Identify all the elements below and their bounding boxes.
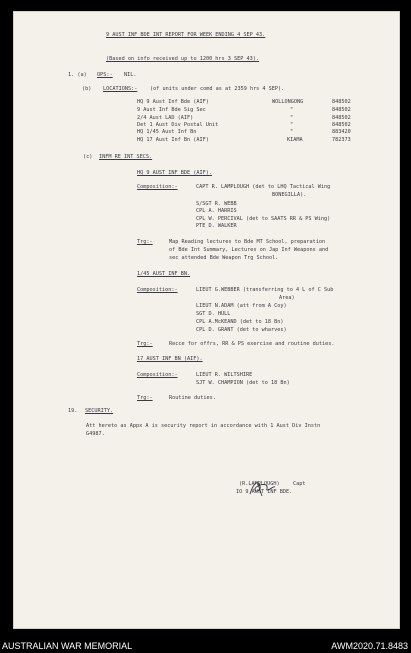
training-line: sec attended Bde Weapon Trg School. [169,255,279,261]
hq-bde-composition-label: Composition:- [137,184,178,190]
personnel-line: CPL D. GRANT (det to wharves) [196,327,287,333]
personnel-line: CAPT R. LAMPLOUGH (det to LHQ Tactical Wing [196,184,331,190]
section-1a-text: NIL. [124,72,137,78]
section-1a-label: OPS:- [97,72,113,78]
personnel-line: CPL W. PERCIVAL (det to SAATS RR & PS Wing) [196,216,331,222]
bn-17-heading: 17 AUST INF BN (AIF). [137,356,203,362]
location-unit: HQ 17 Aust Inf Bn (AIF) [137,137,209,143]
archive-reference: AWM2020.71.8483 [331,641,408,651]
section-1a-number: 1. (a) [68,72,87,78]
personnel-line: S/SGT R. WEBB [196,201,237,207]
bn-145-heading: 1/45 AUST INF BN. [137,271,191,277]
location-unit: HQ 9 Aust Inf Bde (AIF) [137,99,209,105]
security-text-line: G4987. [86,431,105,437]
personnel-line: CPL A.McKEAND (det to 18 Bn) [196,319,284,325]
location-grid: 848502 [332,99,351,105]
location-unit: 2/4 Aust LAD (AIF) [137,115,194,121]
location-unit: 9 Aust Inf Bde Sig Sec [137,107,206,113]
location-grid: 848502 [332,107,351,113]
bn-17-training-label: Trg:- [137,395,153,401]
personnel-line: SGT D. HULL [196,311,231,317]
section-1b-text: (of units under comd as at 2359 hrs 4 SEP). [150,86,285,92]
training-line: Recce for offrs, RR & PS exercise and routine duties. [169,341,335,347]
personnel-line: CPL A. HARRIS [196,208,237,214]
section-19-number: 19. [68,408,78,414]
bn-145-composition-label: Composition:- [137,287,178,293]
training-line: of Bde Int Summary, Lectures on Jap Inf Weapons and [169,247,329,253]
section-1b-number: (b) [82,86,92,92]
hq-bde-training-label: Trg:- [137,239,153,245]
personnel-line: LIEUT N.ADAM (att from A Coy) [196,303,287,309]
archive-footer [0,639,411,653]
personnel-line: Area) [279,295,295,301]
location-grid: 848502 [332,122,351,128]
security-text-line: Att hereto as Appx A is security report in accordance with 1 Aust Div Instn [86,423,321,429]
signatory-rank: Capt [293,481,306,487]
section-1c-label: INFM RE INT SECS. [99,154,153,160]
location-grid: 848502 [332,115,351,121]
personnel-line: BONEGILLA). [272,192,307,198]
location-unit: HQ 1/45 Aust Inf Bn [137,129,197,135]
location-grid: 782373 [332,137,351,143]
archive-name: AUSTRALIAN WAR MEMORIAL [2,641,133,651]
location-place: " [290,129,294,135]
signatory-name: (R.LAMPLOUGH) [239,481,280,487]
report-title: 9 AUST INF BDE INT REPORT FOR WEEK ENDING 4 SEP 43. [106,32,266,38]
location-unit: Det 1 Aust Div Postal Unit [137,122,219,128]
section-1b-label: LOCATIONS:- [103,86,138,92]
location-place: " [290,107,294,113]
section-19-label: SECURITY. [85,408,114,414]
bn-17-composition-label: Composition:- [137,372,178,378]
personnel-line: LIEUT R. WILTSHIRE [196,372,253,378]
location-place: " [290,122,294,128]
personnel-line: SJT W. CHAMPION (det to 18 Bn) [196,380,290,386]
training-line: Map Reading lectures to Bde MT School, preparation [169,239,326,245]
location-place: " [290,115,294,121]
location-place: KIAMA [287,137,303,143]
location-place: WOLLONGONG [272,99,304,105]
section-1c-number: (c) [83,154,93,160]
training-line: Routine duties. [169,395,216,401]
signatory-role: IO 9 AUST INF BDE. [236,489,293,495]
location-grid: 883420 [332,129,351,135]
personnel-line: LIEUT G.WEBBER (transferring to 4 L of C Sub [196,287,334,293]
hq-bde-heading: HQ 9 AUST INF BDE (AIF). [137,170,212,176]
bn-145-training-label: Trg:- [137,341,153,347]
report-subtitle: (Based on info received up to 1200 hrs 3 SEP 43). [106,56,260,62]
document-page [13,11,400,629]
personnel-line: PTE D. WALKER [196,223,237,229]
